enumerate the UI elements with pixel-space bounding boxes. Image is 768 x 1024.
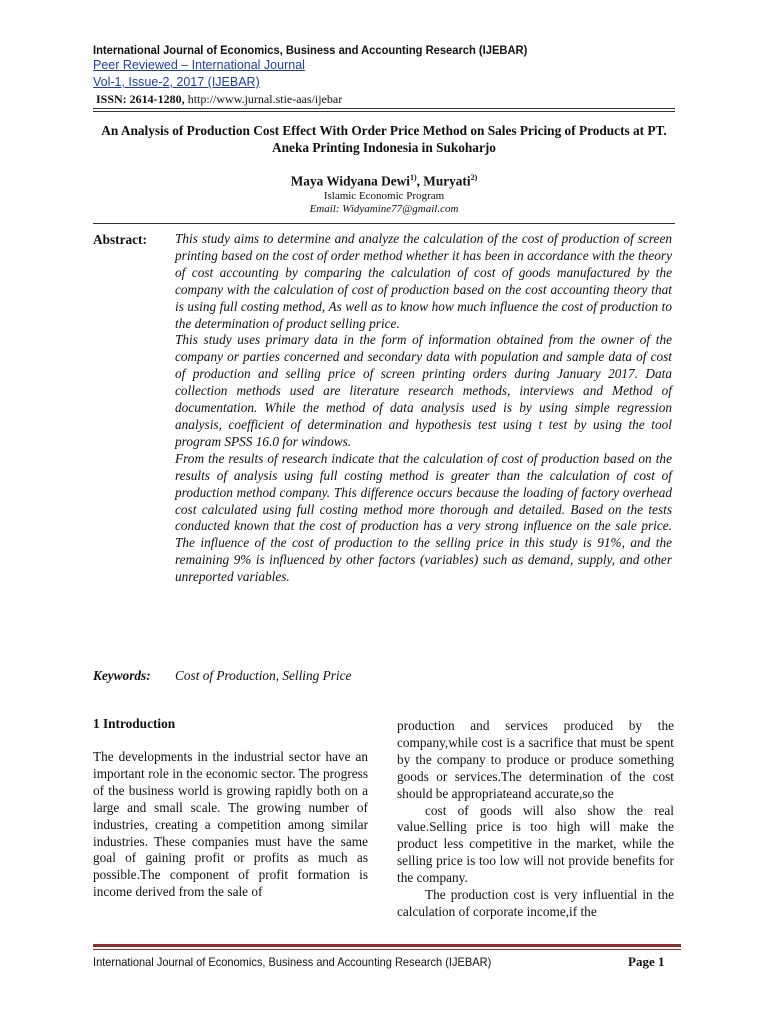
author-2: Muryati [423,173,471,189]
author-separator: , [416,173,424,189]
intro-paragraph-right-3: The production cost is very influential in the calculation of corporate income,if the [397,887,674,919]
keywords-text: Cost of Production, Selling Price [175,668,352,683]
footer-rule [93,944,681,947]
abstract-paragraph-3: From the results of research indicate that the calculation of cost of production based on the results of analysis using full costing method is greater than the calculation of cost of production method company. This difference occurs because the loading of factory overhead cost calculated using full costing method more thorough and detailed. Based on the tests conducted known that the cost of production has a very strong influence on the sale price. The influence of the cost of production to the selling price in this study is 91%, and the remaining 9% is influenced by other factors (variables) such as demand, supply, and other unreported variables. [175,450,672,585]
left-column [93,749,368,901]
abstract-paragraph-1: This study aims to determine and analyze the calculation of the cost of production of screen printing based on the cost of order method whether it has been in accordance with the theory of cost accounting by comparing the calculation of cost of goods manufactured by the company with the calculation of cost of production based on the cost accounting theory that is using full costing method, As well as to know how much influence the cost of production to the determination of product selling price. [175,231,672,331]
header-rule-2 [93,111,675,112]
intro-paragraph-left: The developments in the industrial sector have an important role in the economic sector. The progress of the business world is growing rapidly both on a large and small scale. The growing number of industries, creating a competition among similar industries. These companies must have the same goal of gaining profit or profits as much as possible.The component of profit formation is income derived from the sale of [93,749,368,900]
paper-title: An Analysis of Production Cost Effect With Order Price Method on Sales Pricing of Products at PT. Aneka Printing Indonesia in Sukoharjo [101,123,667,155]
peer-reviewed-link[interactable]: Peer Reviewed – International Journal [93,58,305,72]
keywords-label: Keywords: [93,668,151,683]
section-heading-introduction: 1 Introduction [93,716,176,731]
abstract-body [175,231,672,586]
abstract-rule [93,223,675,224]
intro-paragraph-right-2: cost of goods will also show the real value.Selling price is too high will make the product less competitive in the market, while the selling price is too low will not provide benefits for the company. [397,802,674,886]
author-2-sup: 2) [470,173,478,182]
abstract-paragraph-2: This study uses primary data in the form of information obtained from the owner of the company or parties concerned and secondary data with population and sample data of cost of production and selling price of screen printing orders during January 2017. Data collection methods used are literature research methods, interviews and Method of documentation. While the method of data analysis used is by using simple regression analysis, coefficient of determination and hypothesis test using t test by using the tool program SPSS 16.0 for windows. [175,332,672,449]
footer-journal: International Journal of Economics, Business and Accounting Research (IJEBAR) [93,955,492,969]
right-column [397,718,674,921]
authors [93,173,675,189]
author-1-sup: 1) [409,173,417,182]
issn-line [96,92,342,107]
volume-link[interactable]: Vol-1, Issue-2, 2017 (IJEBAR) [93,75,260,89]
issn-label: ISSN: 2614-1280, [96,92,185,106]
abstract-label: Abstract: [93,232,147,247]
author-1: Maya Widyana Dewi [290,173,410,189]
affiliation: Islamic Economic Program [323,190,445,202]
header-rule [93,108,675,109]
footer-rule-thin [93,949,681,950]
journal-header: International Journal of Economics, Business and Accounting Research (IJEBAR) [93,43,528,57]
author-email: Email: Widyamine77@gmail.com [309,203,459,215]
page-number: Page 1 [628,954,665,969]
journal-url: http://www.jurnal.stie-aas/ijebar [184,92,343,106]
intro-paragraph-right-1: production and services produced by the company,while cost is a sacrifice that must be spent by the company to produce or produce something goods or services.The determination of the cost should be appropriateand accurate,so the [397,718,674,801]
